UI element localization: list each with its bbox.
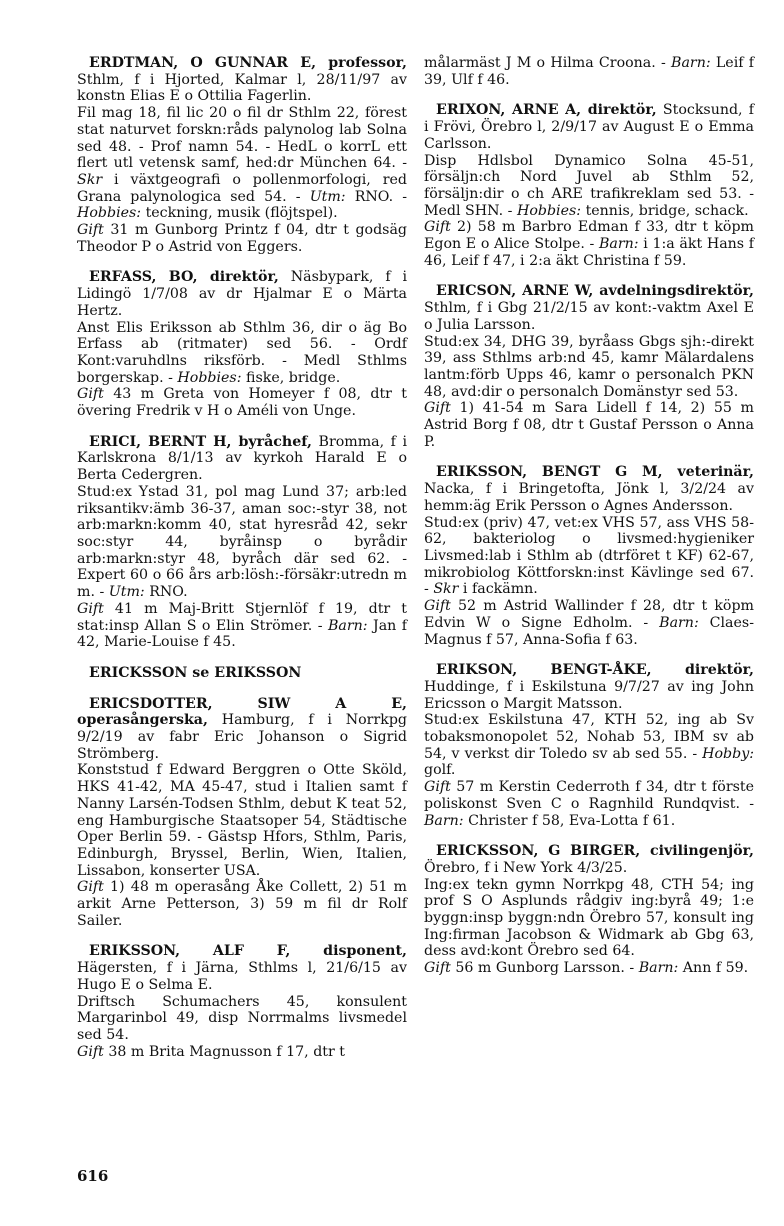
entry-ericson-arne: ERICSON, ARNE W, avdelningsdirektör, Sthlm, f i Gbg 21/2/15 av kont:-vaktm Axel E o Julia Larsson. Stud:ex 34, DHG 39, byråass Gbgs sjh:-direkt 39, ass Sthlms arb:nd 45, kamr Mälardalens lantm:förb Upps 46, kamr o personalch PKN 48, avd:dir o personalch Domänstyr sed 53. Gift 1) 41-54 m Sara Lidell f 14, 2) 55 m Astrid Borg f 08, dtr t Gustaf Persson o Anna P. [424,283,754,450]
entry-ericksson-ref [77,665,407,682]
entry-erixon: ERIXON, ARNE A, direktör, Stocksund, f i Frövi, Örebro l, 2/9/17 av August E o Emma Carlsson. Disp Hdlsbol Dynamico Solna 45-51, försäljn:ch Nord Juvel ab Sthlm 52, försäljn:dir o ch ARE trafikreklam sed 53. - Medl SHN. - Hobbies: tennis, bridge, schack. Gift 2) 58 m Barbro Edman f 33, dtr t köpm Egon E o Alice Stolpe. - Barn: i 1:a äkt Hans f 46, Leif f 47, i 2:a äkt Christina f 59. [424,102,754,269]
left-column [77,55,407,1074]
entry-heading: ERFASS, BO, direktör, [89,269,279,286]
right-column [424,55,754,991]
entry-eriksson-alf: ERIKSSON, ALF F, disponent, Hägersten, f i Järna, Sthlms l, 21/6/15 av Hugo E o Selma E. Driftsch Schumachers 45, konsulent Margarinbol 49, disp Norrmalms livsmedel sed 54. Gift 38 m Brita Magnusson f 17, dtr t [77,943,407,1060]
entry-heading: ERIKSSON, ALF F, disponent, [89,943,407,960]
entry-heading: ERICI, BERNT H, byråchef, [89,433,312,450]
entry-continuation: målarmäst J M o Hilma Croona. - Barn: Leif f 39, Ulf f 46. [424,55,754,88]
entry-heading: ERIKSSON, BENGT G M, veterinär, [436,464,754,481]
entry-ericsdotter: ERICSDOTTER, SIW A E, operasångerska, Hamburg, f i Norrkpg 9/2/19 av fabr Eric Johanson o Sigrid Strömberg. Konststud f Edward Berggren o Otte Sköld, HKS 41-42, MA 45-47, stud i Italien samt f Nanny Larsén-Todsen Sthlm, debut K teat 52, eng Hamburgische Staatsoper 54, Städtische Oper Berlin 59. - Gästsp Hfors, Sthlm, Paris, Edinburgh, Bryssel, Berlin, Wien, Italien, Lissabon, konserter USA. Gift 1) 48 m operasång Åke Collett, 2) 51 m arkit Arne Petterson, 3) 59 m fil dr Rolf Sailer. [77,695,407,929]
entry-eriksson-bengt: ERIKSSON, BENGT G M, veterinär, Nacka, f i Bringetofta, Jönk l, 3/2/24 av hemm:äg Erik Persson o Agnes Andersson. Stud:ex (priv) 47, vet:ex VHS 57, ass VHS 58-62, bakteriolog o livsmed:hygieniker Livsmed:lab i Sthlm ab (dtrföret t KF) 62-67, mikrobiolog Köttforskn:inst Kävlinge sed 67. - Skr i fackämn. Gift 52 m Astrid Wallinder f 28, dtr t köpm Edvin W o Signe Edholm. - Barn: Claes-Magnus f 57, Anna-Sofia f 63. [424,464,754,648]
entry-heading: ERICKSSON, G BIRGER, civilingenjör, [436,843,754,860]
entry-heading: ERIKSON, BENGT-ÅKE, direktör, [436,662,754,679]
entry-heading: ERDTMAN, O GUNNAR E, professor, [89,55,407,71]
entry-heading: ERICSON, ARNE W, avdelningsdirektör, [436,283,754,300]
entry-heading: ERIXON, ARNE A, direktör, [436,102,657,119]
entry-heading: ERICSDOTTER, SIW A E, operasångerska, [77,695,407,729]
entry-heading: ERICKSSON se ERIKSSON [89,664,302,681]
entry-erici: ERICI, BERNT H, byråchef, Bromma, f i Karlskrona 8/1/13 av kyrkoh Harald E o Berta Cedergren. Stud:ex Ystad 31, pol mag Lund 37; arb:led riksantikv:ämb 36-37, aman soc:-styr 38, not arb:markn:komm 40, stat hyresråd 42, sekr soc:styr 44, byråinsp o byrådir arb:markn:styr 48, byråch där sed 62. - Expert 60 o 66 års arb:lösh:-försäkr:utredn m m. - Utm: RNO. Gift 41 m Maj-Britt Stjernlöf f 19, dtr t stat:insp Allan S o Elin Strömer. - Barn: Jan f 42, Marie-Louise f 45. [77,433,407,651]
entry-erikson-bengt-ake: ERIKSON, BENGT-ÅKE, direktör, Huddinge, f i Eskilstuna 9/7/27 av ing John Ericsson o Margit Matsson. Stud:ex Eskilstuna 47, KTH 52, ing ab Sv tobaksmonopolet 52, Nohab 53, IBM sv ab 54, v verkst dir Toledo sv ab sed 55. - Hobby: golf. Gift 57 m Kerstin Cederroth f 34, dtr t förste poliskonst Sven C o Ragnhild Rundqvist. - Barn: Christer f 58, Eva-Lotta f 61. [424,662,754,829]
page-number: 616 [77,1167,109,1185]
entry-erfass: ERFASS, BO, direktör, Näsbypark, f i Lidingö 1/7/08 av dr Hjalmar E o Märta Hertz. Anst Elis Eriksson ab Sthlm 36, dir o äg Bo Erfass ab (ritmater) sed 56. - Ordf Kont:varuhdlns riksförb. - Medl Sthlms borgerskap. - Hobbies: fiske, bridge. Gift 43 m Greta von Homeyer f 08, dtr t övering Fredrik v H o Améli von Unge. [77,269,408,420]
entry-ericksson-birger: ERICKSSON, G BIRGER, civilingenjör, Örebro, f i New York 4/3/25. Ing:ex tekn gymn Norrkpg 48, CTH 54; ing prof S O Asplunds rådgiv ing:byrå 49; 1:e byggn:insp byggn:ndn Örebro 57, konsult ing Ing:firman Jacobson & Widmark ab Gbg 63, dess avd:kont Örebro sed 64. Gift 56 m Gunborg Larsson. - Barn: Ann f 59. [424,843,754,977]
entry-erdtman: ERDTMAN, O GUNNAR E, professor, Sthlm, f i Hjorted, Kalmar l, 28/11/97 av konstn Elias E o Ottilia Fagerlin. Fil mag 18, fil lic 20 o fil dr Sthlm 22, förest stat naturvet forskn:råds palynolog lab Solna sed 48. - Prof namn 54. - HedL o korrL ett flert utl vetensk samf, hed:dr München 64. - Skr i växtgeografi o pollenmorfologi, red Grana palynologica sed 54. - Utm: RNO. - Hobbies: teckning, musik (flöjtspel). Gift 31 m Gunborg Printz f 04, dtr t godsäg Theodor P o Astrid von Eggers. [77,55,407,255]
